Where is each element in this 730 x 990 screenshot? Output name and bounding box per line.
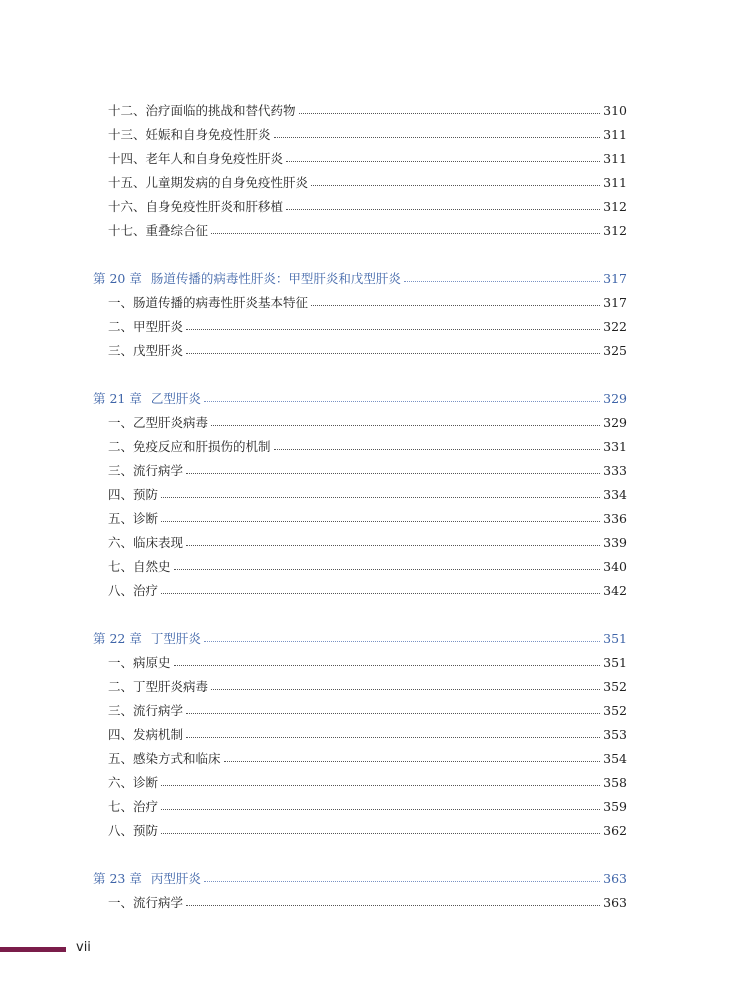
toc-entry-label xyxy=(93,869,201,889)
toc-page-number: 363 xyxy=(603,871,627,886)
toc-dot-leader xyxy=(204,640,600,642)
toc-section-row[interactable] xyxy=(0,581,627,601)
toc-dot-leader xyxy=(311,304,600,306)
footer-accent-bar xyxy=(0,947,66,952)
toc-section-row[interactable] xyxy=(0,173,627,193)
toc-entry-label: 二、甲型肝炎 xyxy=(108,319,184,334)
toc-entry-label: 三、流行病学 xyxy=(108,463,184,478)
toc-entry-label: 二、免疫反应和肝损伤的机制 xyxy=(108,439,271,454)
toc-page-number: 317 xyxy=(603,271,627,286)
toc-section-row[interactable] xyxy=(0,125,627,145)
toc-entry-label: 四、发病机制 xyxy=(108,727,184,742)
toc-dot-leader xyxy=(299,112,601,114)
toc-entry-label: 二、丁型肝炎病毒 xyxy=(108,679,209,694)
toc-dot-leader xyxy=(286,208,600,210)
toc-dot-leader xyxy=(186,544,600,546)
toc-dot-leader xyxy=(186,736,600,738)
toc-dot-leader xyxy=(286,160,600,162)
toc-section-row[interactable] xyxy=(0,797,627,817)
toc-entry-label: 十二、治疗面临的挑战和替代药物 xyxy=(108,103,296,118)
toc-page-number: 363 xyxy=(603,895,627,910)
toc-page-number: 312 xyxy=(603,223,627,238)
toc-section-row[interactable] xyxy=(0,437,627,457)
toc-entry-label: 三、戊型肝炎 xyxy=(108,343,184,358)
toc-dot-leader xyxy=(211,424,600,426)
toc-dot-leader xyxy=(186,712,600,714)
toc-dot-leader xyxy=(211,232,600,234)
toc-page-number: 336 xyxy=(603,511,627,526)
toc-entry-label xyxy=(93,389,201,409)
toc-entry-label: 一、流行病学 xyxy=(108,895,184,910)
toc-entry-label: 六、诊断 xyxy=(108,775,159,790)
toc-dot-leader xyxy=(161,520,600,522)
toc-chapter-title: 丁型肝炎 xyxy=(150,631,201,646)
toc-page-number: 339 xyxy=(603,535,627,550)
toc-dot-leader xyxy=(224,760,601,762)
toc-dot-leader xyxy=(211,688,600,690)
toc-page-number: 329 xyxy=(603,391,627,406)
toc-chapter-row[interactable] xyxy=(0,629,627,649)
toc-dot-leader xyxy=(161,832,600,834)
toc-section-row[interactable] xyxy=(0,653,627,673)
toc-section-row[interactable] xyxy=(0,341,627,361)
toc-chapter-title: 肠道传播的病毒性肝炎：甲型肝炎和戊型肝炎 xyxy=(150,271,401,286)
toc-entry-label: 八、治疗 xyxy=(108,583,159,598)
toc-section-row[interactable] xyxy=(0,293,627,313)
toc-page-number: 311 xyxy=(603,175,627,190)
toc-chapter-number: 第 21 章 xyxy=(93,391,142,406)
toc-page-number: 331 xyxy=(603,439,627,454)
toc-section-row[interactable] xyxy=(0,893,627,913)
toc-page-number: 317 xyxy=(603,295,627,310)
toc-dot-leader xyxy=(274,448,601,450)
toc-section-row[interactable] xyxy=(0,821,627,841)
toc-dot-leader xyxy=(161,496,600,498)
toc-page-number: 351 xyxy=(603,655,627,670)
toc-dot-leader xyxy=(404,280,600,282)
toc-dot-leader xyxy=(186,472,600,474)
toc-section-row[interactable] xyxy=(0,557,627,577)
toc-page-number: 329 xyxy=(603,415,627,430)
toc-entry-label: 三、流行病学 xyxy=(108,703,184,718)
toc-page-number: 333 xyxy=(603,463,627,478)
toc-entry-label xyxy=(93,269,401,289)
toc-entry-label: 六、临床表现 xyxy=(108,535,184,550)
toc-section-row[interactable] xyxy=(0,509,627,529)
toc-dot-leader xyxy=(186,904,600,906)
toc-page-number: 311 xyxy=(603,151,627,166)
toc-entry-label: 五、感染方式和临床 xyxy=(108,751,221,766)
toc-page-number: 340 xyxy=(603,559,627,574)
toc-page-number: 352 xyxy=(603,679,627,694)
toc-dot-leader xyxy=(311,184,600,186)
toc-dot-leader xyxy=(161,808,600,810)
toc-page-number: 322 xyxy=(603,319,627,334)
toc-page-number: 354 xyxy=(603,751,627,766)
toc-section-row[interactable] xyxy=(0,317,627,337)
toc-dot-leader xyxy=(174,568,601,570)
toc-section-row[interactable] xyxy=(0,677,627,697)
toc-section-row[interactable] xyxy=(0,533,627,553)
toc-dot-leader xyxy=(174,664,601,666)
toc-page-number: 334 xyxy=(603,487,627,502)
toc-page-number: 359 xyxy=(603,799,627,814)
toc-dot-leader xyxy=(186,328,600,330)
toc-entry-label: 五、诊断 xyxy=(108,511,159,526)
toc-page-number: 358 xyxy=(603,775,627,790)
toc-chapter-row[interactable] xyxy=(0,389,627,409)
toc-section-row[interactable] xyxy=(0,221,627,241)
toc-section-row[interactable] xyxy=(0,773,627,793)
toc-entry-label: 十三、妊娠和自身免疫性肝炎 xyxy=(108,127,271,142)
toc-section-row[interactable] xyxy=(0,749,627,769)
toc-page-number: 342 xyxy=(603,583,627,598)
toc-section-row[interactable] xyxy=(0,701,627,721)
toc-dot-leader xyxy=(186,352,600,354)
toc-entry-label: 一、病原史 xyxy=(108,655,171,670)
toc-dot-leader xyxy=(204,400,600,402)
toc-chapter-title: 丙型肝炎 xyxy=(150,871,201,886)
page-folio: vii xyxy=(76,940,91,955)
toc-chapter-row[interactable] xyxy=(0,269,627,289)
toc-page-number: 353 xyxy=(603,727,627,742)
toc-entry-label xyxy=(93,629,201,649)
toc-entry-label: 十四、老年人和自身免疫性肝炎 xyxy=(108,151,284,166)
toc-section-row[interactable] xyxy=(0,101,627,121)
toc-dot-leader xyxy=(274,136,601,138)
toc-entry-label: 一、肠道传播的病毒性肝炎基本特征 xyxy=(108,295,309,310)
toc-page-number: 351 xyxy=(603,631,627,646)
toc-section-row[interactable] xyxy=(0,485,627,505)
toc-entry-label: 七、治疗 xyxy=(108,799,159,814)
toc-page-number: 312 xyxy=(603,199,627,214)
toc-page-number: 325 xyxy=(603,343,627,358)
toc-entry-label: 四、预防 xyxy=(108,487,159,502)
toc-entry-label: 八、预防 xyxy=(108,823,159,838)
toc-section-row[interactable] xyxy=(0,413,627,433)
toc-chapter-row[interactable] xyxy=(0,869,627,889)
toc-chapter-number: 第 23 章 xyxy=(93,871,142,886)
toc-section-row[interactable] xyxy=(0,461,627,481)
toc-entry-label: 七、自然史 xyxy=(108,559,171,574)
toc-page-number: 352 xyxy=(603,703,627,718)
toc-section-row[interactable] xyxy=(0,149,627,169)
toc-page-number: 311 xyxy=(603,127,627,142)
toc-chapter-number: 第 22 章 xyxy=(93,631,142,646)
toc-entry-label: 一、乙型肝炎病毒 xyxy=(108,415,209,430)
toc-page-number: 310 xyxy=(603,103,627,118)
toc-entry-label: 十七、重叠综合征 xyxy=(108,223,209,238)
toc-chapter-title: 乙型肝炎 xyxy=(150,391,201,406)
toc-dot-leader xyxy=(204,880,600,882)
toc-section-row[interactable] xyxy=(0,197,627,217)
toc-entry-label: 十五、儿童期发病的自身免疫性肝炎 xyxy=(108,175,309,190)
toc-chapter-number: 第 20 章 xyxy=(93,271,142,286)
toc-dot-leader xyxy=(161,592,600,594)
toc-page-number: 362 xyxy=(603,823,627,838)
toc-entry-label: 十六、自身免疫性肝炎和肝移植 xyxy=(108,199,284,214)
toc-section-row[interactable] xyxy=(0,725,627,745)
toc-dot-leader xyxy=(161,784,600,786)
